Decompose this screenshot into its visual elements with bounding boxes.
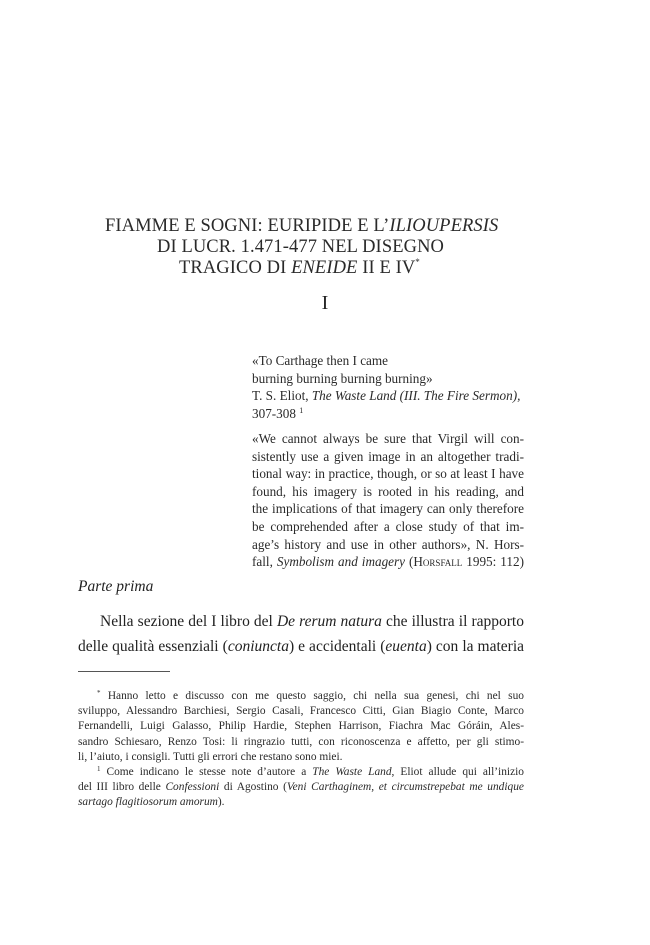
title-line-3-text: TRAGICO DI — [179, 258, 292, 278]
body-text: che illustra il rapporto — [381, 613, 524, 630]
footnote-line — [78, 765, 524, 780]
epigraph-line: the implications of that imagery can only therefore — [252, 501, 524, 517]
epigraph-author-smallcaps: Horsfall — [413, 554, 463, 570]
title-line-3-tail: II E IV — [357, 258, 416, 278]
epigraph-horsfall — [252, 430, 524, 571]
footnote-mark: * — [97, 689, 101, 697]
epigraph-line-last — [252, 553, 524, 571]
body-text: ) e accidentali ( — [288, 638, 386, 655]
footnote-line: sviluppo, Alessandro Barchiesi, Sergio Casali, Francesco Citti, Gian Biagio Conte, Marco — [78, 705, 524, 718]
footnote-italic: sartago flagitiosorum amorum — [78, 796, 218, 809]
footnote-text: Hanno letto e discusso con me questo saggio, chi nella sua genesi, chi nel suo — [107, 690, 524, 702]
epigraph-line: «To Carthage then I came — [252, 353, 389, 368]
title-footnote-mark: * — [415, 257, 420, 267]
epigraph-text: fall, — [252, 554, 277, 570]
epigraph-line: sistently use a given image in an altogether tradi- — [252, 448, 524, 464]
epigraph-text: 1995: 112) — [462, 554, 524, 570]
body-italic: De rerum natura — [276, 613, 382, 630]
epigraph-line: found, his imagery is rooted in his reading, and — [252, 483, 524, 499]
epigraph-line: burning burning burning burning» — [252, 370, 433, 386]
footnote-separator — [78, 671, 170, 672]
footnote-line: sandro Schiesaro, Renzo Tosi: li ringrazio tutti, con riconoscenza e affetto, per gli stimo- — [78, 735, 524, 748]
footnote-text: , Eliot allude qui all’inizio — [391, 766, 524, 779]
body-italic: coniuncta — [227, 638, 289, 655]
title-line-1-text: FIAMME E SOGNI: EURIPIDE E L’ — [105, 216, 390, 236]
body-italic: euenta — [385, 638, 427, 655]
footnote-line — [78, 689, 524, 704]
body-text: Nella sezione del I libro del — [100, 613, 277, 630]
footnote-ref-1: 1 — [299, 405, 304, 415]
epigraph-work-title: Symbolism and imagery — [276, 554, 406, 570]
footnotes — [78, 689, 524, 811]
epigraph-line: «We cannot always be sure that Virgil will con- — [252, 431, 524, 446]
title-line-1 — [105, 216, 498, 237]
body-text: ) con la materia — [426, 638, 525, 655]
body-paragraph — [78, 609, 524, 659]
epigraph-text: ( — [405, 554, 414, 570]
citation-verses: 307-308 — [252, 405, 296, 421]
footnote-line: Fernandelli, Luigi Galasso, Philip Hardie, Stephen Harrison, Fiachra Mac Góráin, Ales- — [78, 720, 524, 733]
citation-author: T. S. Eliot, — [252, 388, 312, 404]
epigraph-line: age’s history and use in other authors», N. Hors- — [252, 536, 524, 552]
footnote-line — [78, 780, 524, 795]
footnote-line: li, l’aiuto, i consigli. Tutti gli errori che restano sono miei. — [78, 750, 343, 763]
epigraph-line: be comprehended after a close study of that im- — [252, 518, 524, 534]
citation-work: The Waste Land (III. The Fire Sermon), — [311, 388, 521, 404]
body-line — [78, 609, 524, 634]
body-text: delle qualità essenziali ( — [78, 638, 228, 655]
footnote-mark: 1 — [97, 765, 101, 774]
section-heading: Parte prima — [78, 578, 154, 595]
title-line-3-italic: ENEIDE — [291, 258, 358, 278]
footnote-text: Come indicano le stesse note d’autore a — [106, 766, 313, 779]
footnote-italic: Veni Carthaginem, et circumstrepebat me undique — [286, 781, 524, 794]
footnote-text: ). — [217, 796, 225, 809]
body-line — [78, 634, 524, 659]
title-line-3 — [179, 258, 420, 279]
footnote-italic: Confessioni — [165, 781, 220, 794]
epigraph-citation — [252, 387, 524, 405]
epigraph-eliot — [252, 352, 524, 422]
epigraph-line: tional way: in practice, though, or so at least I have — [252, 466, 524, 482]
part-numeral: I — [321, 292, 329, 314]
footnote-text: del III libro delle — [78, 781, 166, 794]
title-line-1-italic: ILIOUPERSIS — [389, 216, 499, 236]
footnote-italic: The Waste Land — [312, 766, 392, 779]
title-line-2: DI LUCR. 1.471-477 NEL DISEGNO — [157, 237, 444, 257]
epigraph-citation-lines — [252, 405, 524, 423]
footnote-text: di Agostino ( — [219, 781, 287, 794]
footnote-line — [78, 795, 524, 810]
